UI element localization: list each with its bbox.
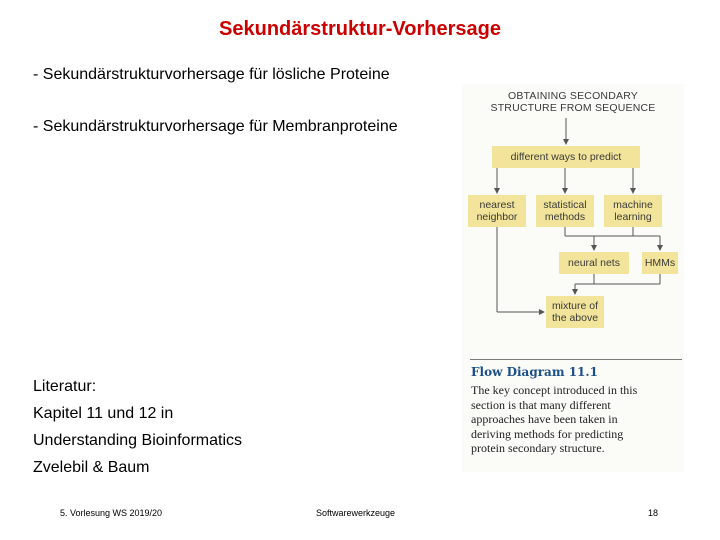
box-line: machine — [613, 199, 653, 211]
box-mixture — [546, 296, 604, 328]
box-line: neighbor — [476, 211, 518, 223]
literature-book: Understanding Bioinformatics — [33, 432, 242, 449]
footer-course: Softwarewerkzeuge — [316, 508, 396, 518]
box-line: statistical — [543, 199, 587, 211]
caption-line: section is that many different — [471, 397, 611, 412]
caption-divider — [470, 359, 682, 360]
figure-heading-line: OBTAINING SECONDARY — [507, 90, 638, 102]
box-line: learning — [614, 211, 652, 223]
figure-heading-line: STRUCTURE FROM SEQUENCE — [490, 102, 656, 114]
box-line: methods — [544, 211, 586, 223]
literature-block — [33, 373, 242, 481]
box-line: nearest — [479, 199, 515, 211]
box-nearest-neighbor — [468, 195, 526, 227]
footer-page-number: 18 — [648, 508, 659, 518]
box-neural-nets: neural nets — [559, 252, 629, 274]
caption-line: protein secondary structure. — [471, 441, 605, 455]
caption-line: The key concept introduced in this — [471, 383, 638, 397]
box-machine-learning — [604, 195, 662, 227]
caption-title: Flow Diagram 11.1 — [471, 365, 598, 379]
box-line: mixture of — [551, 300, 599, 312]
bullet-membrane-proteins: - Sekundärstrukturvorhersage für Membranproteine — [33, 118, 398, 135]
literature-authors: Zvelebil & Baum — [33, 459, 150, 476]
flow-diagram-figure — [462, 84, 684, 472]
caption-text — [471, 383, 637, 456]
slide-title: Sekundärstruktur-Vorhersage — [219, 18, 501, 40]
box-different-ways: different ways to predict — [492, 146, 640, 168]
box-hmms: HMMs — [642, 252, 678, 274]
bullet-soluble-proteins: - Sekundärstrukturvorhersage für lösliche Proteine — [33, 66, 390, 83]
caption-line: approaches have been taken in — [471, 412, 618, 426]
literature-label: Literatur: — [33, 378, 97, 395]
box-statistical-methods — [536, 195, 594, 227]
literature-chapter: Kapitel 11 und 12 in — [33, 405, 174, 422]
box-line: the above — [551, 312, 599, 324]
caption-line: deriving methods for predicting — [471, 426, 624, 441]
footer-lecture: 5. Vorlesung WS 2019/20 — [60, 508, 163, 518]
